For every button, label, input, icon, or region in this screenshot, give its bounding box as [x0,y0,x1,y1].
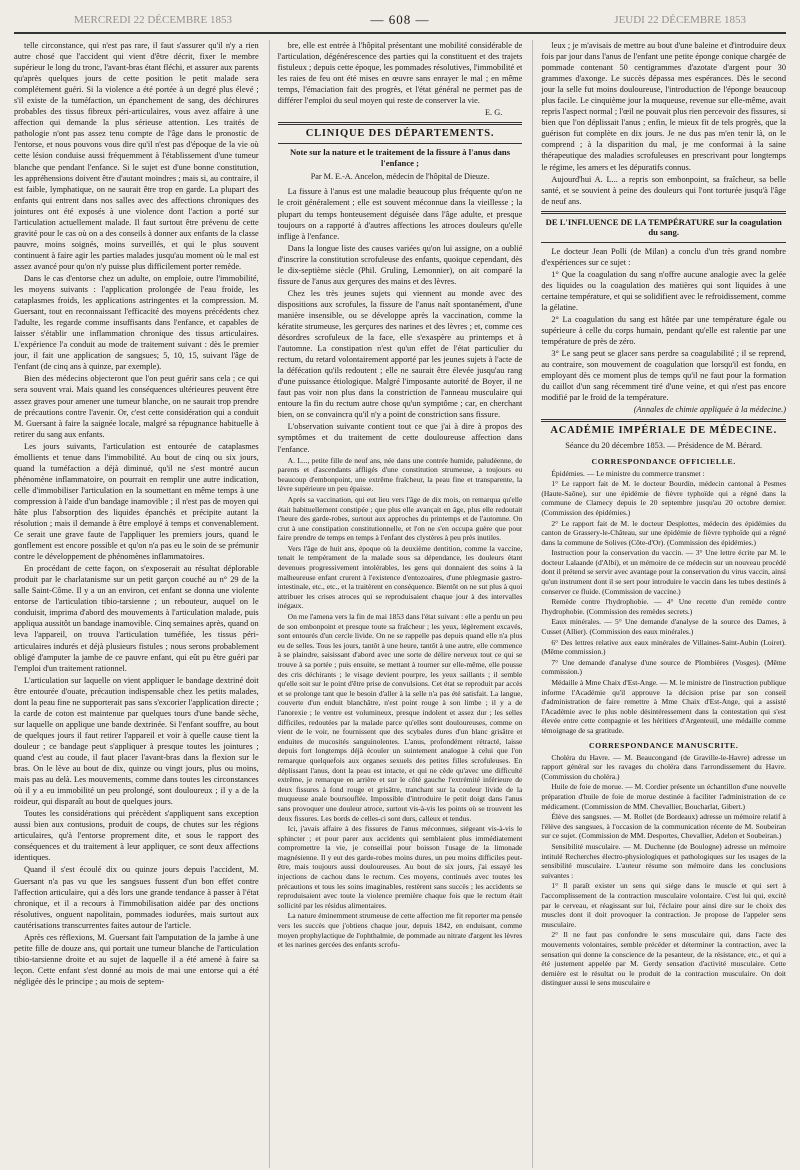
article-title-temperature: DE L'INFLUENCE DE LA TEMPÉRATURE sur la coagulation du sang. [545,216,782,238]
col3-top-paragraph: leux ; je m'avisais de mettre au bout d'une baleine et d'introduire deux fois par jour dans l'anus de l'enfant une petite éponge conique chargée de pommade contenant 50 centigrammes d'azotate d'argent pour 30 grammes d'axonge. Le succès dépassa mes espérances. Dès le second jour la selle fut moins douloureuse, l'introduction de l'éponge beaucoup plus facile. Le cinquième jour la muqueuse, revenue sur elle-même, avait repris l'aspect normal ; l'œil ne pouvait plus rien percevoir des fissures, si bien que l'on déplissait l'anus ; enfin, le mieux fit de tels progrès, que la guérison fut complète en dix jours. Je ne dus pas m'en tenir là, on le comprend ; à la disparition du mal, je me conformai à la saine thérapeutique des maladies scrofuleuses en prescrivant pour longtemps le régime, les amers et les dépuratifs connus. [541,41,787,172]
page-header [14,10,786,34]
paragraph: Après ces réflexions, M. Guersant fait l'amputation de la jambe à une petite fille de douze ans, qui portait une tumeur blanche de l'articulation tibio-tarsienne droite et au sujet de laquelle il a été amené à faire sa leçon. Cette enfant s'est donné au mois de mai une entorse qui a été négligée dès le principe ; au mois de septem- [14,932,259,986]
paragraph: Huile de foie de morue. — M. Cordier présente un échantillon d'une nouvelle préparation d'huile de foie de morue destinée à faciliter l'administration de ce médicament. (Commission de MM. Chevallier, Boucharlat, Gibert.) [541,782,787,811]
paragraph: 1° Il paraît exister un sens qui siége dans le muscle et qui sert à l'accomplissement de la contraction musculaire volontaire. C'est lui qui, excité par le cerveau, et réagissant sur lui, l'éclaire pour ainsi dire sur le choix des muscles dont il doit provoquer la contraction. Je propose de l'appeler sens musculaire. [541,881,787,929]
paragraph: On me l'amena vers la fin de mai 1853 dans l'état suivant : elle a perdu un peu de son embonpoint et presque toute sa fraîcheur ; les yeux, légèrement excavés, sont entourés d'un cercle livide. On ne se rappelle pas depuis quand elle n'a plus eu de selles. Tous les jours, tantôt à une heure, tantôt à une autre, elle commence à se plaindre, saisissant d'abord avec une sorte de délire nerveux tout ce qui se trouve à sa portée ; puis ensuite, se mettant à tourner sur elle-même, elle pousse des cris déchirants ; le visage devient pourpre, les yeux saillants ; il semble qu'elle soit sur le point d'être prise de convulsions. Cet état se reproduit par accès et se prolonge tant que le besoin d'aller à la selle n'a pas été satisfait. La langue, couverte d'un enduit blanchâtre, n'est point rouge à son limbe ; il y a de l'anorexie ; le ventre est volumineux, presque indolent et assez dur ; les selles difficiles, redoutées par la malade parce qu'elles sont douloureuses, comme on vient de le voir, ne fournissent que des scybales dures d'un blanc grisâtre et enduites de mucosités sanguinolentes. L'anus, profondément rétracté, laisse depuis fort longtemps déjà écouler un suintement analogue à celui que l'on remarque quelquefois aux organes sexuels des petites filles scrofuleuses. En déplissant l'anus, dont la peau est intacte, et qui ne cède qu'avec une difficulté extrême, je remarque en arrière et sur le côté gauche l'extrémité inférieure de deux fissures à fond rouge et grisâtre, tranchant sur la couleur livide de la muqueuse anale boursouflée. Impossible d'introduire le petit doigt dans l'anus sans provoquer une douleur atroce, surtout vis-à-vis les points où se trouvent les deux fissures. Les bords de celles-ci sont durs, calleux et tendus. [277,612,523,823]
col2-body [278,186,523,454]
paragraph: 1° Que la coagulation du sang n'offre aucune analogie avec la gelée des liquides ou la coagulation des matières qui sont liquides à une certaine température, et qui se solidifient avec le refroidissement, comme la gélatine. [541,269,787,312]
divider [278,143,523,144]
paragraph: Dans le cas d'entorse chez un adulte, on emploie, outre l'immobilité, les moyens suivants : l'application prolongée de l'eau froide, les cataplasmes froids, les applications astringentes et la compression. M. Guersant, tout en reconnaissant l'efficacité des moyens précédents chez l'adulte, les regarde comme insuffisants dans l'enfance, et capables de laisser s'établir une inflammation chronique des tissus articulaires. L'expérience l'a conduit au mode de traitement suivant : dès le premier jour, il fait une application de sangsues; 5, 10, 15, suivant l'âge de l'enfant (de cinq ans à quinze, par exemple). [14,273,259,372]
paragraph: A. L..., petite fille de neuf ans, née dans une contrée humide, paludéenne, de parents et d'ascendants affligés d'une constitution strumeuse, a toujours eu beaucoup d'embonpoint, une extrême fraîcheur, la peau fine et transparente, la lèvre supérieure un peu épaisse. [277,455,523,494]
article-byline: Par M. E.-A. Ancelon, médecin de l'hôpital de Dieuze. [310,172,490,182]
col2-observation [278,456,523,950]
col2-signature: E. G. [484,108,503,118]
paragraph: 7° Une demande d'analyse d'une source de Plombières (Vosges). (Même commission.) [541,657,787,677]
paragraph: Eaux minérales. — 5° Une demande d'analyse de la source des Dames, à Cusset (Allier). (Commission des eaux minérales.) [541,617,787,637]
col3-body [541,246,786,404]
paragraph: Quand il s'est écoulé dix ou quinze jours depuis l'accident, M. Guersant n'a pas vu que les sangsues fussent d'un bon effet contre l'affection articulaire, qui a dès lors une grande tendance à passer à l'état chronique, et il a recours à l'immobilisation aidée par des onctions résolutives, onguent napolitain, pommades iodurées, mais surtout aux cautérisations transcurrentes faites autour de l'article. [14,865,259,930]
paragraph: 6° Des lettres relative aux eaux minérales de Villaines-Saint-Aubin (Loiret). (Même commission.) [541,637,787,657]
section-title-academie: ACADÉMIE IMPÉRIALE DE MÉDECINE. [550,425,777,437]
columns [14,40,786,1168]
paragraph: Épidémies. — Le ministre du commerce transmet : [551,468,705,478]
column-2 [269,40,523,1168]
paragraph: Élève des sangsues. — M. Rollet (de Bordeaux) adresse un mémoire relatif à l'élève des sangsues, à l'occasion de la communication récente de M. Soubeiran sur ce sujet. (Commission de MM. Desportes, Chevallier, Adelon et Soubeiran.) [541,812,787,841]
col2-top-paragraph: bre, elle est entrée à l'hôpital présentant une mobilité considérable de l'articulation, dégénérescence des parties qui la constituent et des trajets fistuleux ; depuis cette époque, les pommades résolutives, l'immobilité et les raies de feu ont été mises en œuvre sans enrayer le mal ; en même temps, l'émaciation fait des progrès, et l'état général ne permet pas de différer l'emploi du seul moyen qui reste de conserver la vie. [277,41,523,106]
paragraph: Ici, j'avais affaire à des fissures de l'anus méconnues, siégeant vis-à-vis le sphincter ; et pour parer aux accidents qui semblaient plus immédiatement compromettre la vie, je conseillai pour boisson l'usage de la limonade magnésienne. Il y eut des garde-robes moins dures, un peu moins difficiles peut-être, mais toujours aussi douloureuses. Au bout de six jours, j'ai essayé les injections de cachou dans le rectum. Ces moyens, continués avec toutes les précautions et tous les soins imaginables, restèrent sans succès ; les accidents se reproduisaient avec toute la violence première chaque fois que le rectum était sollicité par les résidus alimentaires. [277,824,523,910]
divider [541,242,786,243]
paragraph: L'observation suivante contient tout ce que j'ai à dire à propos des symptômes et du traitement de cette douloureuse affection dans l'enfance. [277,422,523,454]
paragraph: 2° La coagulation du sang est hâtée par une température égale ou supérieure à celle du corps humain, pendant qu'elle est ralentie par une température de près de zéro. [541,314,787,347]
paragraph: telle circonstance, qui n'est pas rare, il faut s'assurer qu'il n'y a rien autre chosé que l'accident qui vient d'être décrit, fixer le membre supérieur le long du tronc, l'avant-bras étant fléchi, et assurer aux parents qu'après quelques jours de cette position le petit malade sera complétement guéri. Si la violence a été portée à un degré plus élevé ; s'il existe de la tuméfaction, un épanchement de sang, des déchirures probables des tissus fibreux péri-articulaires, vous avez affaire à une affection qui demande la plus sérieuse attention. Les traités de pathologie n'ont pas assez tenu compte de l'âge dans le pronostic de l'entorse, et nous pouvons vous dire qu'il n'est pas d'époque de la vie où cette lésion conduise aussi fréquemment à l'établissement d'une tumeur blanche que pendant l'enfance. Si le sujet est d'une bonne constitution, les appréhensions doivent être d'autant moindres ; mais si, au contraire, il est faible, lymphatique, on ne saurait être trop en garde. La plupart des enfants qui entrent dans nos salles avec des affections chroniques des jointures ont été exposés à une violence dont l'action a porté sur l'articulation actuellement malade. Il faut surtout être prévenu de cette gravité pour le cas où on a des conseils à donner aux enfants de la classe pauvre, moins soignés, moins surveillés, et qui le plus souvent continuent à faire agir les parties malades jusqu'au moment où le mal est assez avancé pour qu'on n'y puisse plus difficilement porter remède. [14,41,259,271]
article-citation: (Annales de chimie appliquée à la médecine.) [633,405,787,415]
paragraph: La nature éminemment strumeuse de cette affection me fit reporter ma pensée vers les succès que j'obtiens chaque jour, depuis 1842, en enduisant, comme moyen prophylactique de l'ophthalmie, de pommade au nitrate d'argent les lèvres et les narines gercées des enfants scrofu- [277,911,523,950]
col3-manuscript-correspondence [541,753,786,988]
page-number: — 608 — [370,12,430,27]
paragraph: 2° Il ne faut pas confondre le sens musculaire qui, dans l'acte des mouvements volontaires, semble précéder et déterminer la contraction, avec la sensation qui donne la conscience de la pesanteur, de la résistance, etc., et qui a été justement appelée par M. Gerdy sensation d'activité musculaire. Cette dernière est le résultat ou le produit de la contraction musculaire. On doit distinguer aussi le sens musculaire e [541,930,787,988]
paragraph: Après sa vaccination, qui eut lieu vers l'âge de dix mois, on remarqua qu'elle était habituellement constipée ; que plus elle avançait en âge, plus elle redoutait l'heure des garde-robes, surtout aux approches du printemps et de l'automne. On crut à une constipation constitutionnelle, et l'on ne s'en occupa guère que pour faire prendre de temps en temps à l'enfant des clystères à peu près inutiles. [277,494,523,543]
paragraph: 1° Le rapport fait de M. le docteur Bourdin, médecin cantonal à Pesmes (Haute-Saône), sur une épidémie de fièvre typhoïde qui a régné dans la commune de Clamecy depuis le 20 septembre jusqu'au 20 octobre dernier. (Commission des épidémies.) [541,479,787,517]
paragraph: L'articulation sur laquelle on vient appliquer le bandage dextriné doit être entourée d'ouate, précaution indispensable chez les petits malades, dont la peau fine ne supporterait pas sans s'excorier l'application directe ; la carde de coton est maintenue par quelques tours d'une bande sèche, sur laquelle on applique une bande dextrinée. Si l'enfant souffre, au bout de quelques jours il faut retirer l'appareil et voir à quelle cause tient la douleur ; ce bandage peut s'appliquer à presque toutes les jointures ; quand c'est au coude, il faut placer l'avant-bras dans la flexion sur le bras. On le lève au bout de dix, quinze ou vingt jours, plus ou moins, mais pas au delà. Les mouvements, comme dans toutes les circonstances où il y a eu immobilité un peu prolongé, sont douloureux ; il y a de la roideur, qui disparaît au bout de quelques jours. [14,675,259,807]
header-date-right: JEUDI 22 DÉCEMBRE 1853 [614,14,746,26]
paragraph: En procédant de cette façon, on s'exposerait au résultat déplorable produit par le charlatanisme sur un petit garçon couché au n° 29 de la salle Saint-Côme. Il y a un an environ, cet enfant se donna une violente entorse de l'articulation tibio-tarsienne ; un rebouteur, auquel on le conduisit, imprima d'abord des mouvements à l'articulation malade, puis appliqua aussitôt un bandage inamovible. Cinq semaines après, quand on leva l'appareil, on trouva l'articulation tuméfiée, les tissus péri-articulaires indurés et déjà plusieurs fistules ; nous serons probablement obligé d'amputer la jambe de ce pauvre enfant, qui eût pu être guéri par l'emploi d'un traitement rationnel. [14,564,259,673]
paragraph: Sensibilité musculaire. — M. Duchenne (de Boulogne) adresse un mémoire intitulé Recherches électro-physiologiques et pathologiques sur les usages de la sensibilité musculaire. L'auteur résume son mémoire dans les conclusions suivantes : [541,841,787,880]
paragraph: 2° Le rapport fait de M. le docteur Desplottes, médecin des épidémies du canton de Grassery-le-Château, sur une épidémie de fièvre typhoïde qui a régné dans la commune de Solives (Côte-d'Or). (Commission des épidémies.) [541,518,787,547]
paragraph: Vers l'âge de huit ans, époque où la deuxième dentition, comme la vaccine, tenait le tempérament de la malade sous sa dépendance, les douleurs étant devenues progressivement intolérables, les gens qui donnaient des soins à la malheureuse enfant crurent à l'existence d'entozoaires, d'une phlegmasie gastro-intestinale, etc., etc., et la traitèrent en conséquence. Bientôt on ne sut plus à quoi attribuer les crises atroces qui se reproduisaient chaque jour à des intervalles inégaux. [277,543,523,611]
paragraph: 3° Le sang peut se glacer sans perdre sa coagulabilité ; il se reprend, au contraire, son mouvement de coagulation que lorsqu'il est fondu, en employant dès ce moment plus de temps qu'il ne faut pour la formation du caillot d'un sang récemment tiré d'une veine, et qui n'est pas encore modifié par le froid de la température. [541,349,787,403]
paragraph: Les jours suivants, l'articulation est entourée de cataplasmes émollients et tenue dans l'immobilité. Au bout de cinq ou six jours, quand la tuméfaction a déjà diminué, qu'il ne s'est montré aucun phénomène inflammatoire, on pourrait en remplir une autre indication, celle d'immobiliser l'articulation en la soumettant en même temps à une compression à l'aide d'un bandage inamovible ; il n'est pas de moyen qui hâte plus l'absorption des liquides épanchés et précipite autant la résolution ; mais il demande à être employé à temps et convenablement. Ce serait une grave faute de l'appliquer les premiers jours, quand le gonflement est encore possible et qu'on n'a pas eu le soin de se prémunir contre le développement de phénomènes inflammatoires. [14,441,259,562]
subhead-correspondance-officielle: CORRESPONDANCE OFFICIELLE. [591,456,736,466]
paragraph: Médaille à Mme Chaix d'Est-Ange. — M. le ministre de l'instruction publique informe l'Académie qu'il approuve la décision prise par son conseil d'administration de faire remettre à Mme Chaix d'Est-Ange, qui a assisté l'Académie avec le plus noble désintéressement dans la contestation qui s'est élevée entre cette compagnie et les héritiers d'Argenteuil, une médaille comme témoignage de sa gratitude. [541,678,787,735]
column-1 [14,40,259,1168]
paragraph: Remède contre l'hydrophobie. — 4° Une recette d'un remède contre l'hydrophobie. (Commission des remèdes secrets.) [541,597,787,616]
section-title-cliniques: CLINIQUE DES DÉPARTEMENTS. [305,128,495,140]
paragraph: La fissure à l'anus est une maladie beaucoup plus fréquente qu'on ne le croit généralement ; elle est souvent méconnue dans la vieillesse ; la plupart du temps honteusement déguisée dans l'âge adulte, et presque toujours on a rapporté à d'autres affections les atroces douleurs qu'elle inflige à l'enfance. [277,187,523,241]
seance-line: Séance du 20 décembre 1853. — Présidence de M. Bérard. [565,441,763,451]
paragraph: Bien des médecins objecteront que l'on peut guérir sans cela ; ce qui sera souvent vrai. Mais quand les conséquences ultérieures peuvent être assez graves pour amener une tumeur blanche, on ne saurait trop prendre de précautions contre l'avenir. Or, c'est cette considération qui a conduit M. Guersant à faire la saignée locale, malgré sa répugnance habituelle à retirer du sang aux enfants. [14,374,259,439]
paragraph: Toutes les considérations qui précèdent s'appliquent sans exception aussi bien aux contusions, produit de coups, de chutes sur les régions articulaires, qu'à l'entorse proprement dite, et sous le rapport des conséquences et du traitement à leur appliquer, ce sont deux affections identiques. [14,809,259,863]
subhead-correspondance-manuscrite: CORRESPONDANCE MANUSCRITE. [588,740,739,750]
col3-top-paragraph-2: Aujourd'hui A. L... a repris son embonpoint, sa fraîcheur, sa belle santé, et se souvient à peine des douleurs qui l'ont torturée jusqu'à l'âge de neuf ans. [541,174,787,206]
paragraph: Dans la longue liste des causes variées qu'on lui assigne, on a oublié d'inscrire la constitution scrofuleuse des enfants, quoique cependant, dès le dix-septième siècle (Phil. Gruling, Lemonnier), on ait comparé la fissure de l'anus aux gerçures des mains et des lèvres. [277,243,523,286]
article-title-fissure: Note sur la nature et le traitement de la fissure à l'anus dans l'enfance ; [289,147,511,168]
paragraph: Instruction pour la conservation du vaccin. — 3° Une lettre écrite par M. le docteur Lalaande (d'Albi), et un mémoire de ce médecin sur un nouveau procédé dont il prétend se servir avec avantage pour la conservation du virus vaccin, ainsi qu'un instrument dont il se sert pour introduire le vaccin dans les tubes destinés à conserver ce fluide. (Commission de vaccine.) [541,548,787,596]
header-date-left: MERCREDI 22 DÉCEMBRE 1853 [74,14,232,26]
col3-official-correspondence [541,469,786,736]
divider [278,122,523,125]
paragraph: Le docteur Jean Polli (de Milan) a conclu d'un très grand nombre d'expériences sur ce sujet : [541,246,787,267]
divider [541,211,786,214]
column-3 [532,40,786,1168]
paragraph: Choléra du Havre. — M. Beaucongand (de Graville-le-Havre) adresse un rapport général sur les ravages du choléra dans l'arrondissement du Havre. (Commission du choléra.) [541,752,787,781]
divider [541,419,786,422]
paragraph: Chez les très jeunes sujets qui viennent au monde avec des dispositions aux scrofules, la fissure de l'anus naît spontanément, d'une manière insensible, ou se développe après la vaccination, comme la kératite strumeuse, les gerçures des narines et des lèvres ; et, comme ces désordres scrofuleux de la face, elle s'exaspère au printemps et à l'automne. La constipation n'est qu'un effet de l'état particulier du rectum, du retard volontairement apporté par les jeunes sujets à l'acte de la défécation qu'ils redoutent ; elle ne saurait être élevée jusqu'au rang d'une puissance étiologique. Malgré l'imposante autorité de Boyer, il ne faut pas voir non plus dans la constriction de l'anneau musculaire qui entoure la fin du rectum autre chose qu'un symptôme ; car, en cherchant bien, on se convaincra qu'il n'y a point de constriction sans fissure. [277,288,523,420]
